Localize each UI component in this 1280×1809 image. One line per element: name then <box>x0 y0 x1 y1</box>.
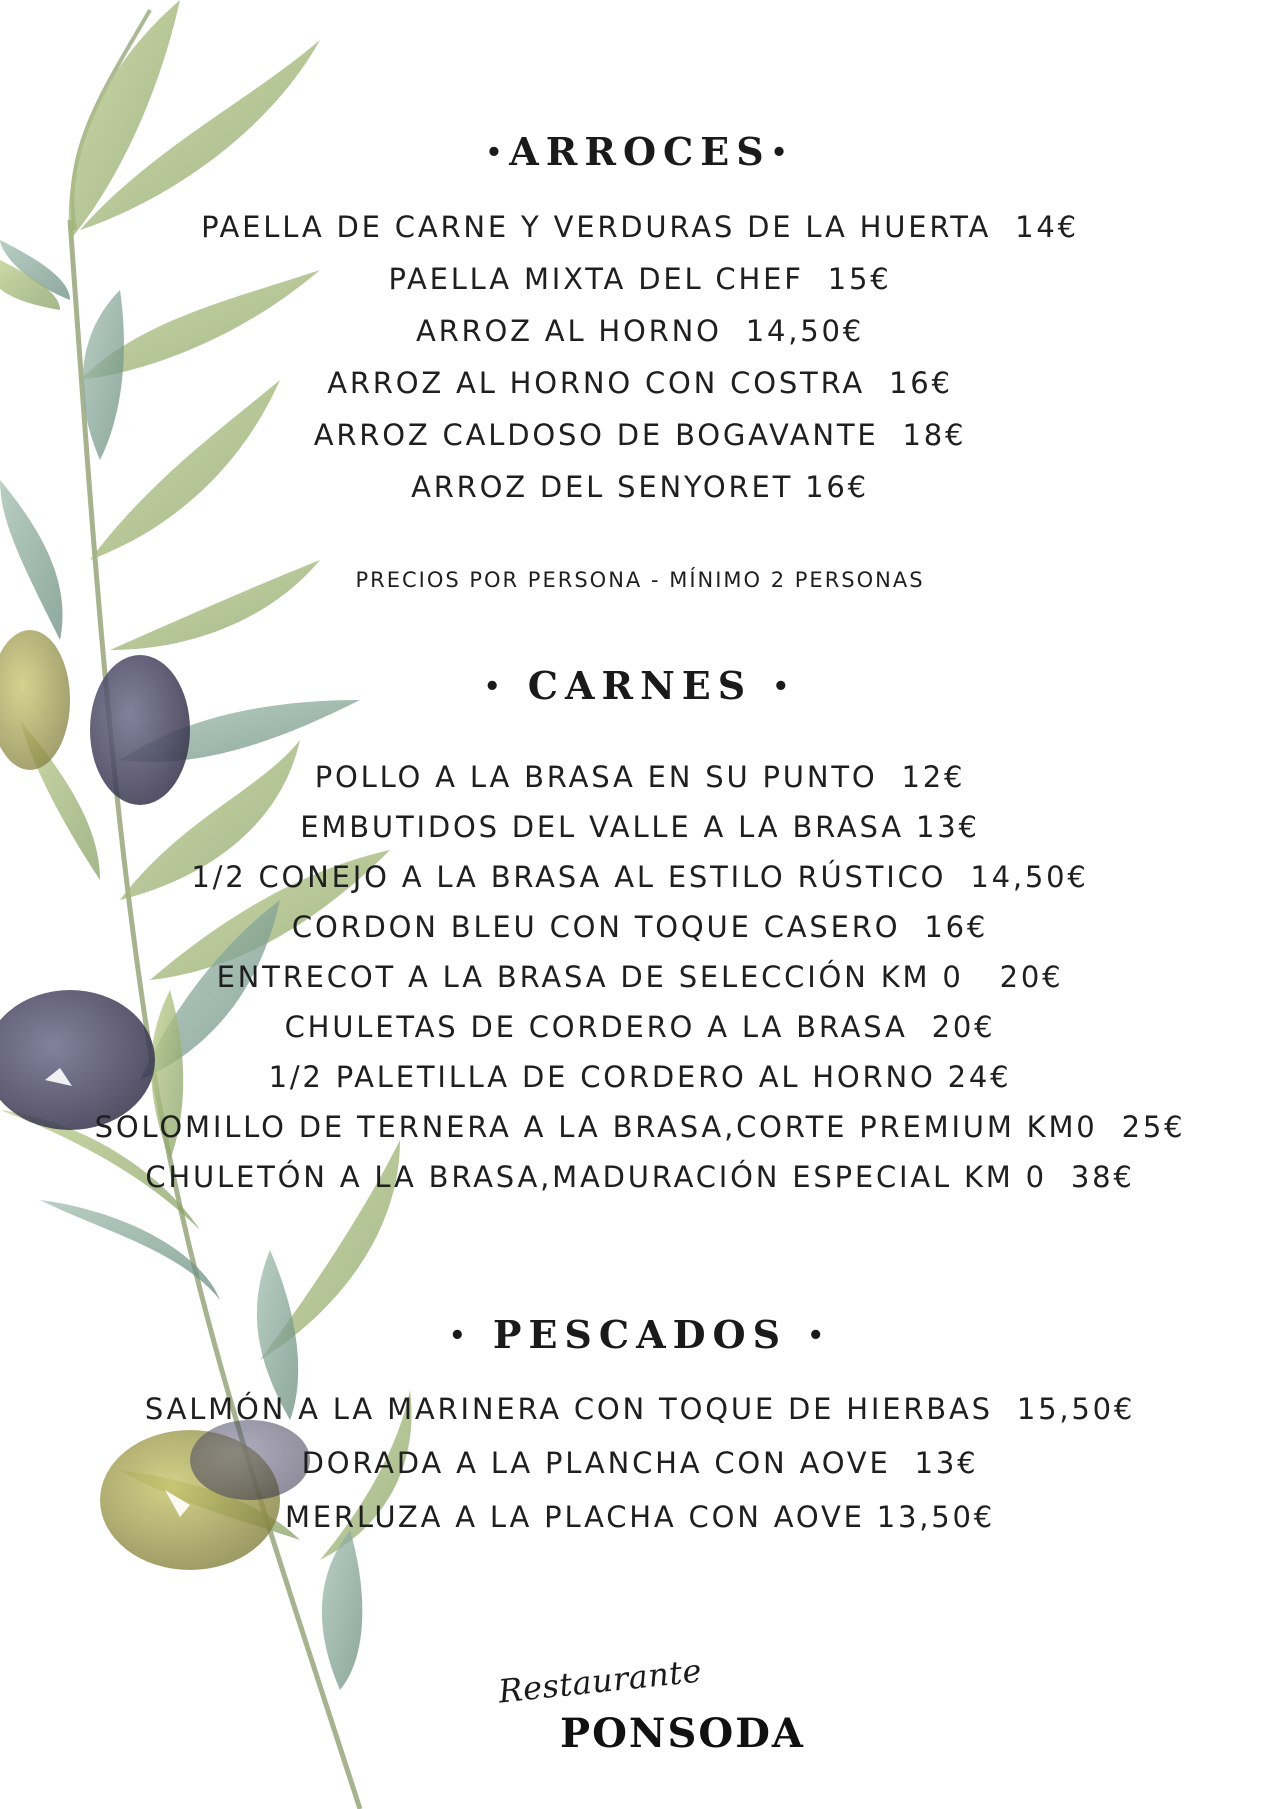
heading-bullet: • <box>807 1321 831 1351</box>
price-note: PRECIOS POR PERSONA - MÍNIMO 2 PERSONAS <box>355 568 925 592</box>
heading-bullet: • <box>483 672 508 702</box>
heading-title: CARNES <box>527 663 753 708</box>
menu-item: MERLUZA A LA PLACHA CON AOVE 13,50€ <box>284 1500 996 1534</box>
section-heading-carnes <box>0 664 1280 709</box>
menu-item: PAELLA DE CARNE Y VERDURAS DE LA HUERTA 14€ <box>201 210 1079 244</box>
heading-bullet: • <box>449 1321 473 1351</box>
heading-title: PESCADOS <box>492 1312 788 1357</box>
logo-script-text: Restaurante <box>496 1651 704 1711</box>
logo-name-text: PONSODA <box>560 1710 805 1757</box>
section-heading-pescados <box>0 1313 1280 1358</box>
menu-item: CHULETÓN A LA BRASA,MADURACIÓN ESPECIAL KM 0 38€ <box>145 1160 1135 1194</box>
section-heading-arroces <box>0 130 1280 175</box>
heading-title: ARROCES <box>509 129 771 174</box>
menu-item: SOLOMILLO DE TERNERA A LA BRASA,CORTE PREMIUM KM0 25€ <box>94 1110 1186 1144</box>
menu-item: 1/2 CONEJO A LA BRASA AL ESTILO RÚSTICO 14,50€ <box>191 860 1089 894</box>
menu-item: ARROZ AL HORNO CON COSTRA 16€ <box>327 366 953 400</box>
menu-item: CORDON BLEU CON TOQUE CASERO 16€ <box>291 910 989 944</box>
pescados-item-list <box>0 1382 1280 1544</box>
menu-item: ARROZ CALDOSO DE BOGAVANTE 18€ <box>313 418 967 452</box>
menu-item: ARROZ AL HORNO 14,50€ <box>415 314 865 348</box>
restaurant-logo <box>490 1652 810 1772</box>
arroces-item-list <box>0 201 1280 513</box>
menu-item: 1/2 PALETILLA DE CORDERO AL HORNO 24€ <box>268 1060 1012 1094</box>
menu-item: SALMÓN A LA MARINERA CON TOQUE DE HIERBAS 15,50€ <box>144 1392 1136 1426</box>
menu-item: ARROZ DEL SENYORET 16€ <box>411 470 869 504</box>
menu-item: POLLO A LA BRASA EN SU PUNTO 12€ <box>314 760 966 794</box>
heading-bullet: • <box>772 672 797 702</box>
menu-item: CHULETAS DE CORDERO A LA BRASA 20€ <box>284 1010 996 1044</box>
carnes-item-list <box>0 752 1280 1202</box>
menu-item: ENTRECOT A LA BRASA DE SELECCIÓN KM 0 20€ <box>216 960 1064 994</box>
menu-item: PAELLA MIXTA DEL CHEF 15€ <box>388 262 892 296</box>
heading-bullet: • <box>770 138 795 168</box>
heading-bullet: • <box>485 138 510 168</box>
menu-item: DORADA A LA PLANCHA CON AOVE 13€ <box>301 1446 979 1480</box>
menu-item: EMBUTIDOS DEL VALLE A LA BRASA 13€ <box>300 810 980 844</box>
